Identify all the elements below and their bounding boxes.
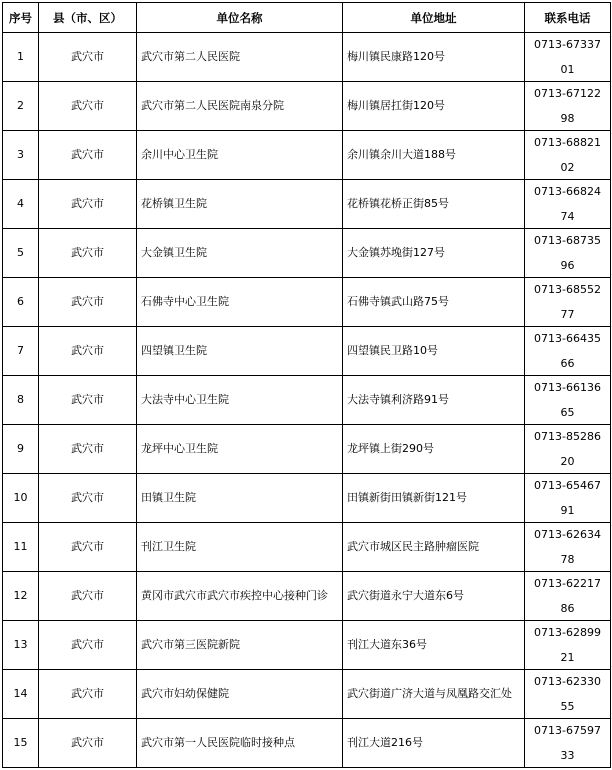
- phone-main: 0713-62634: [534, 527, 601, 541]
- phone-tail: 77: [560, 307, 575, 321]
- phone-tail: 96: [560, 258, 575, 272]
- row-number: 7: [3, 327, 39, 376]
- phone-tail: 21: [560, 650, 575, 664]
- phone-cell: [525, 572, 611, 621]
- county-cell: 武穴市: [39, 180, 137, 229]
- table-row: [3, 425, 611, 474]
- phone-main: 0713-68821: [534, 135, 601, 149]
- phone-tail: 33: [560, 748, 575, 762]
- county-cell: 武穴市: [39, 523, 137, 572]
- unit-name-cell: 石佛寺中心卫生院: [137, 278, 343, 327]
- county-cell: 武穴市: [39, 425, 137, 474]
- unit-name-cell: 大法寺中心卫生院: [137, 376, 343, 425]
- county-cell: 武穴市: [39, 376, 137, 425]
- phone-cell: [525, 131, 611, 180]
- unit-name-cell: 黄冈市武穴市武穴市疾控中心接种门诊: [137, 572, 343, 621]
- phone-cell: [525, 327, 611, 376]
- unit-name-cell: 刊江卫生院: [137, 523, 343, 572]
- unit-name-cell: 武穴市第二人民医院南泉分院: [137, 82, 343, 131]
- address-cell: 武穴市城区民主路肿瘤医院: [343, 523, 525, 572]
- table-row: [3, 278, 611, 327]
- phone-main: 0713-62899: [534, 625, 601, 639]
- table-row: [3, 670, 611, 719]
- unit-name-cell: 武穴市妇幼保健院: [137, 670, 343, 719]
- unit-name-cell: 花桥镇卫生院: [137, 180, 343, 229]
- phone-tail: 01: [560, 62, 575, 76]
- phone-tail: 98: [560, 111, 575, 125]
- phone-main: 0713-67597: [534, 723, 601, 737]
- phone-main: 0713-67122: [534, 86, 601, 100]
- phone-main: 0713-85286: [534, 429, 601, 443]
- phone-main: 0713-62330: [534, 674, 601, 688]
- table-row: [3, 229, 611, 278]
- address-cell: 刊江大道216号: [343, 719, 525, 768]
- phone-main: 0713-68552: [534, 282, 601, 296]
- table-row: [3, 131, 611, 180]
- address-cell: 四望镇民卫路10号: [343, 327, 525, 376]
- address-cell: 梅川镇民康路120号: [343, 33, 525, 82]
- row-number: 10: [3, 474, 39, 523]
- table-row: [3, 327, 611, 376]
- phone-cell: [525, 180, 611, 229]
- phone-cell: [525, 621, 611, 670]
- county-cell: 武穴市: [39, 278, 137, 327]
- row-number: 14: [3, 670, 39, 719]
- address-cell: 花桥镇花桥正街85号: [343, 180, 525, 229]
- phone-cell: [525, 33, 611, 82]
- county-cell: 武穴市: [39, 82, 137, 131]
- row-number: 11: [3, 523, 39, 572]
- phone-cell: [525, 670, 611, 719]
- county-cell: 武穴市: [39, 327, 137, 376]
- county-cell: 武穴市: [39, 229, 137, 278]
- unit-name-cell: 武穴市第一人民医院临时接种点: [137, 719, 343, 768]
- address-cell: 余川镇余川大道188号: [343, 131, 525, 180]
- address-cell: 大法寺镇利济路91号: [343, 376, 525, 425]
- unit-name-cell: 大金镇卫生院: [137, 229, 343, 278]
- phone-cell: [525, 82, 611, 131]
- row-number: 12: [3, 572, 39, 621]
- table-row: [3, 621, 611, 670]
- address-cell: 武穴街道永宁大道东6号: [343, 572, 525, 621]
- row-number: 3: [3, 131, 39, 180]
- row-number: 1: [3, 33, 39, 82]
- table-row: [3, 474, 611, 523]
- row-number: 5: [3, 229, 39, 278]
- phone-tail: 02: [560, 160, 575, 174]
- phone-tail: 78: [560, 552, 575, 566]
- phone-main: 0713-65467: [534, 478, 601, 492]
- phone-cell: [525, 425, 611, 474]
- address-cell: 田镇新街田镇新街121号: [343, 474, 525, 523]
- county-cell: 武穴市: [39, 621, 137, 670]
- table-row: [3, 82, 611, 131]
- phone-main: 0713-67337: [534, 37, 601, 51]
- phone-main: 0713-62217: [534, 576, 601, 590]
- header-row: [3, 3, 611, 33]
- table-row: [3, 523, 611, 572]
- county-cell: 武穴市: [39, 670, 137, 719]
- phone-cell: [525, 523, 611, 572]
- phone-main: 0713-66824: [534, 184, 601, 198]
- row-number: 13: [3, 621, 39, 670]
- county-cell: 武穴市: [39, 474, 137, 523]
- county-cell: 武穴市: [39, 33, 137, 82]
- table-row: [3, 33, 611, 82]
- phone-tail: 66: [560, 356, 575, 370]
- county-cell: 武穴市: [39, 719, 137, 768]
- phone-tail: 91: [560, 503, 575, 517]
- unit-name-cell: 武穴市第二人民医院: [137, 33, 343, 82]
- phone-tail: 65: [560, 405, 575, 419]
- header-name: 单位名称: [137, 3, 343, 33]
- phone-main: 0713-66435: [534, 331, 601, 345]
- phone-cell: [525, 474, 611, 523]
- unit-name-cell: 龙坪中心卫生院: [137, 425, 343, 474]
- phone-cell: [525, 376, 611, 425]
- address-cell: 石佛寺镇武山路75号: [343, 278, 525, 327]
- phone-main: 0713-66136: [534, 380, 601, 394]
- phone-tail: 86: [560, 601, 575, 615]
- unit-name-cell: 田镇卫生院: [137, 474, 343, 523]
- table-row: [3, 376, 611, 425]
- unit-name-cell: 武穴市第三医院新院: [137, 621, 343, 670]
- table-row: [3, 180, 611, 229]
- header-phone: 联系电话: [525, 3, 611, 33]
- table-row: [3, 572, 611, 621]
- row-number: 2: [3, 82, 39, 131]
- phone-cell: [525, 229, 611, 278]
- county-cell: 武穴市: [39, 131, 137, 180]
- header-no: 序号: [3, 3, 39, 33]
- header-address: 单位地址: [343, 3, 525, 33]
- row-number: 6: [3, 278, 39, 327]
- unit-name-cell: 余川中心卫生院: [137, 131, 343, 180]
- county-cell: 武穴市: [39, 572, 137, 621]
- row-number: 8: [3, 376, 39, 425]
- unit-name-cell: 四望镇卫生院: [137, 327, 343, 376]
- address-cell: 龙坪镇上街290号: [343, 425, 525, 474]
- phone-cell: [525, 719, 611, 768]
- phone-main: 0713-68735: [534, 233, 601, 247]
- header-county: 县（市、区）: [39, 3, 137, 33]
- address-cell: 刊江大道东36号: [343, 621, 525, 670]
- clinic-table: [2, 2, 611, 768]
- address-cell: 梅川镇居扛街120号: [343, 82, 525, 131]
- row-number: 15: [3, 719, 39, 768]
- row-number: 9: [3, 425, 39, 474]
- table-row: [3, 719, 611, 768]
- phone-tail: 20: [560, 454, 575, 468]
- phone-tail: 55: [560, 699, 575, 713]
- phone-tail: 74: [560, 209, 575, 223]
- address-cell: 大金镇苏堍街127号: [343, 229, 525, 278]
- phone-cell: [525, 278, 611, 327]
- address-cell: 武穴街道广济大道与凤凰路交汇处: [343, 670, 525, 719]
- row-number: 4: [3, 180, 39, 229]
